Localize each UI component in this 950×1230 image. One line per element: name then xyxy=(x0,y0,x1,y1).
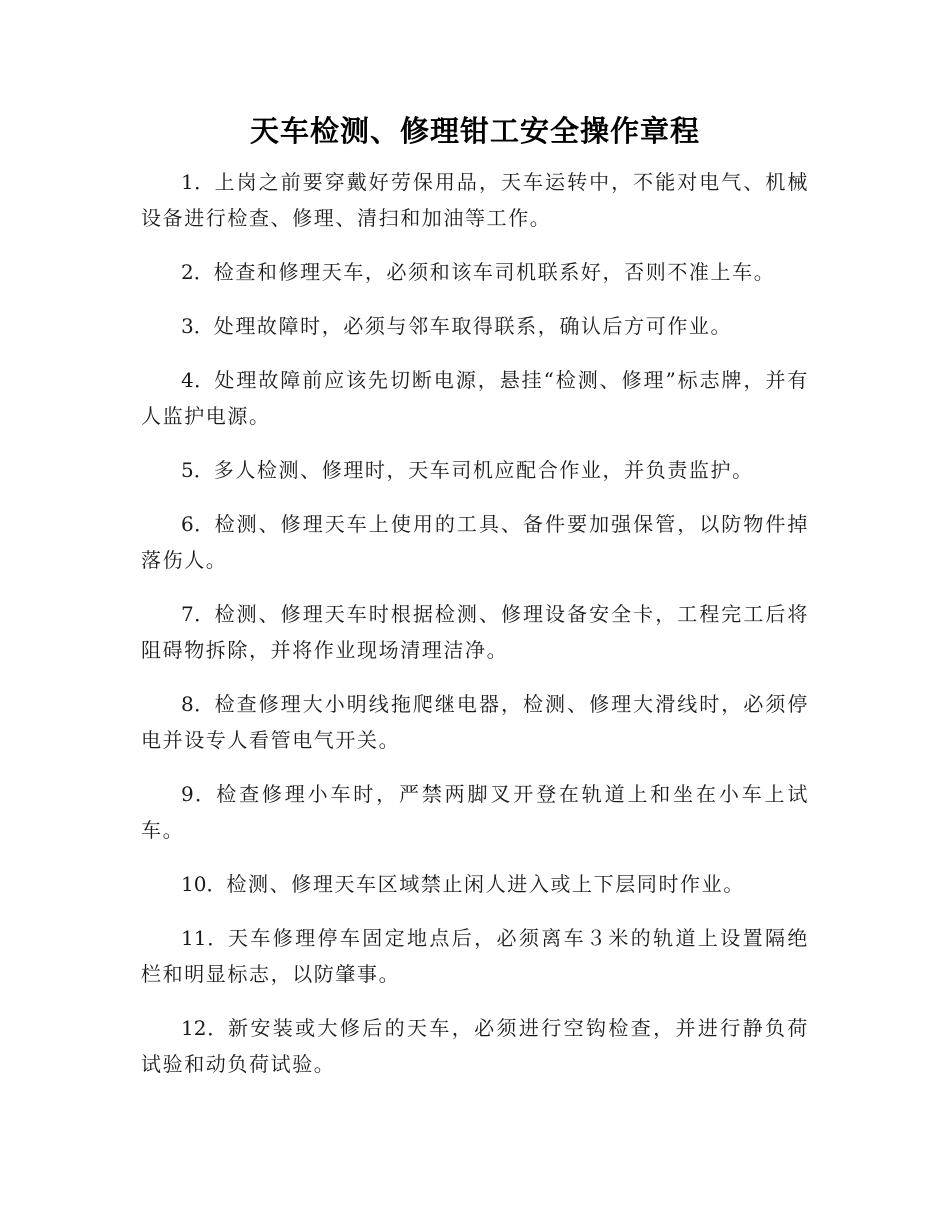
list-item xyxy=(141,866,809,902)
item-number: 2． xyxy=(181,260,214,284)
list-item xyxy=(141,362,809,434)
item-text: 检查和修理天车，必须和该车司机联系好，否则不准上车。 xyxy=(213,260,776,284)
item-number: 9． xyxy=(181,782,217,806)
item-text: 天车修理停车固定地点后，必须离车３米的轨道上设置隔绝栏和明显标志，以防肇事。 xyxy=(141,926,810,986)
list-item xyxy=(141,452,809,488)
item-text: 检查修理大小明线拖爬继电器，检测、修理大滑线时，必须停电并设专人看管电气开关。 xyxy=(141,692,809,752)
list-item xyxy=(141,920,809,992)
item-text: 检测、修理天车区域禁止闲人进入或上下层同时作业。 xyxy=(226,872,745,896)
item-number: 10． xyxy=(181,872,227,896)
item-text: 多人检测、修理时，天车司机应配合作业，并负责监护。 xyxy=(213,458,754,482)
item-number: 12． xyxy=(181,1016,229,1040)
item-number: 4． xyxy=(181,368,215,392)
item-text: 检查修理小车时，严禁两脚叉开登在轨道上和坐在小车上试车。 xyxy=(141,782,809,842)
list-item xyxy=(141,254,809,290)
list-item xyxy=(141,1010,809,1082)
item-text: 检测、修理天车上使用的工具、备件要加强保管，以防物件掉落伤人。 xyxy=(141,512,809,572)
list-item xyxy=(141,596,809,668)
list-item xyxy=(141,308,809,344)
list-item xyxy=(141,686,809,758)
item-number: 6． xyxy=(181,512,215,536)
item-number: 1． xyxy=(181,170,215,194)
page-title: 天车检测、修理钳工安全操作章程 xyxy=(249,114,700,148)
item-text: 新安装或大修后的天车，必须进行空钩检查，并进行静负荷试验和动负荷试验。 xyxy=(141,1016,810,1076)
item-text: 处理故障时，必须与邻车取得联系，确认后方可作业。 xyxy=(213,314,733,338)
item-number: 7． xyxy=(181,602,215,626)
list-item xyxy=(141,776,809,848)
item-text: 上岗之前要穿戴好劳保用品，天车运转中，不能对电气、机械设备进行检查、修理、清扫和加油等工作。 xyxy=(141,170,809,230)
document-body xyxy=(141,164,809,1100)
list-item xyxy=(141,164,809,236)
item-number: 8． xyxy=(181,692,215,716)
item-number: 5． xyxy=(181,458,214,482)
item-text: 处理故障前应该先切断电源，悬挂“检测、修理”标志牌，并有人监护电源。 xyxy=(141,368,809,428)
item-text: 检测、修理天车时根据检测、修理设备安全卡，工程完工后将阻碍物拆除，并将作业现场清理洁净。 xyxy=(141,602,809,662)
item-number: 3． xyxy=(181,314,214,338)
list-item xyxy=(141,506,809,578)
item-number: 11． xyxy=(181,926,229,950)
